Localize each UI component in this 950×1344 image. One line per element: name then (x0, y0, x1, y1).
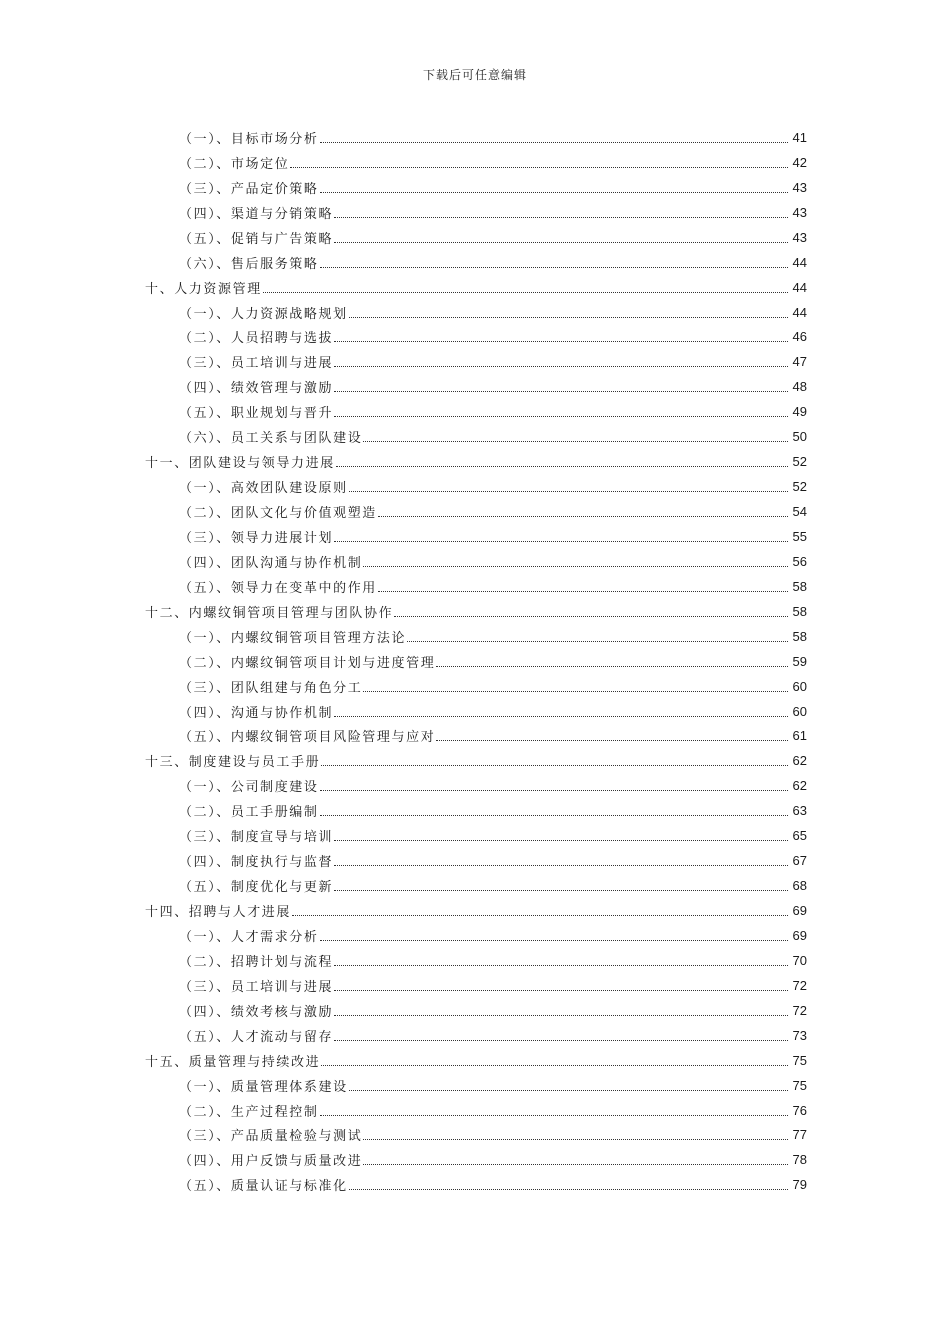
toc-dot-leader (263, 292, 788, 293)
toc-page-number: 54 (792, 504, 807, 520)
toc-dot-leader (334, 391, 788, 392)
toc-dot-leader (334, 865, 788, 866)
toc-section-entry[interactable] (0, 225, 950, 250)
toc-section-entry[interactable] (0, 1172, 950, 1197)
toc-dot-leader (320, 142, 788, 143)
toc-entry-title: （六）、员工关系与团队建设 (179, 431, 363, 447)
toc-page-number: 65 (792, 828, 807, 844)
toc-page-number: 41 (792, 129, 807, 145)
toc-page-number: 58 (792, 578, 807, 594)
toc-section-entry[interactable] (0, 1073, 950, 1098)
toc-dot-leader (363, 1164, 788, 1165)
toc-page-number: 44 (792, 279, 807, 295)
toc-entry-title: （三）、员工培训与进展 (179, 979, 334, 995)
toc-chapter-entry[interactable] (0, 898, 950, 923)
toc-entry-title: （五）、职业规划与晋升 (179, 406, 334, 422)
toc-dot-leader (290, 167, 788, 168)
toc-entry-title: （五）、促销与广告策略 (179, 231, 334, 247)
toc-page-number: 43 (792, 229, 807, 245)
toc-page-number: 52 (792, 479, 807, 495)
toc-section-entry[interactable] (0, 1023, 950, 1048)
toc-section-entry[interactable] (0, 499, 950, 524)
toc-dot-leader (349, 1189, 788, 1190)
toc-page-number: 56 (792, 553, 807, 569)
toc-dot-leader (321, 1065, 788, 1066)
toc-section-entry[interactable] (0, 649, 950, 674)
toc-section-entry[interactable] (0, 624, 950, 649)
toc-page-number: 44 (792, 254, 807, 270)
toc-chapter-entry[interactable] (0, 1048, 950, 1073)
toc-page-number: 60 (792, 678, 807, 694)
toc-page-number: 73 (792, 1027, 807, 1043)
toc-section-entry[interactable] (0, 724, 950, 749)
toc-page-number: 55 (792, 528, 807, 544)
toc-chapter-entry[interactable] (0, 599, 950, 624)
toc-entry-title: （四）、用户反馈与质量改进 (179, 1154, 363, 1170)
toc-section-entry[interactable] (0, 325, 950, 350)
toc-dot-leader (334, 416, 788, 417)
toc-entry-title: （一）、目标市场分析 (179, 131, 319, 147)
toc-entry-title: （二）、员工手册编制 (179, 805, 319, 821)
toc-entry-title: （二）、生产过程控制 (179, 1104, 319, 1120)
toc-page-number: 72 (792, 1002, 807, 1018)
toc-section-entry[interactable] (0, 399, 950, 424)
toc-entry-title: （二）、招聘计划与流程 (179, 954, 334, 970)
toc-page-number: 63 (792, 803, 807, 819)
toc-entry-title: （五）、内螺纹铜管项目风险管理与应对 (179, 730, 436, 746)
toc-section-entry[interactable] (0, 574, 950, 599)
toc-page-number: 58 (792, 603, 807, 619)
toc-section-entry[interactable] (0, 998, 950, 1023)
toc-section-entry[interactable] (0, 773, 950, 798)
toc-dot-leader (334, 990, 788, 991)
toc-section-entry[interactable] (0, 524, 950, 549)
toc-entry-title: 十四、招聘与人才进展 (145, 905, 292, 921)
toc-dot-leader (334, 1040, 788, 1041)
toc-dot-leader (363, 1139, 788, 1140)
toc-section-entry[interactable] (0, 200, 950, 225)
toc-section-entry[interactable] (0, 549, 950, 574)
toc-dot-leader (363, 691, 788, 692)
toc-page-number: 72 (792, 977, 807, 993)
toc-section-entry[interactable] (0, 349, 950, 374)
toc-entry-title: （五）、制度优化与更新 (179, 880, 334, 896)
toc-dot-leader (334, 341, 788, 342)
toc-dot-leader (436, 740, 788, 741)
toc-page-number: 49 (792, 404, 807, 420)
toc-dot-leader (378, 516, 788, 517)
toc-entry-title: （四）、渠道与分销策略 (179, 206, 334, 222)
toc-section-entry[interactable] (0, 948, 950, 973)
toc-dot-leader (349, 1090, 788, 1091)
toc-section-entry[interactable] (0, 674, 950, 699)
toc-entry-title: （四）、绩效考核与激励 (179, 1004, 334, 1020)
toc-page-number: 58 (792, 628, 807, 644)
toc-dot-leader (292, 915, 788, 916)
toc-dot-leader (334, 890, 788, 891)
toc-entry-title: （二）、团队文化与价值观塑造 (179, 506, 377, 522)
toc-page-number: 79 (792, 1177, 807, 1193)
toc-dot-leader (334, 965, 788, 966)
table-of-contents (0, 125, 950, 1197)
toc-section-entry[interactable] (0, 150, 950, 175)
toc-section-entry[interactable] (0, 798, 950, 823)
toc-dot-leader (363, 441, 788, 442)
toc-page-number: 68 (792, 878, 807, 894)
toc-dot-leader (320, 790, 788, 791)
toc-page-number: 43 (792, 204, 807, 220)
toc-page-number: 44 (792, 304, 807, 320)
toc-page-number: 77 (792, 1127, 807, 1143)
toc-entry-title: （四）、沟通与协作机制 (179, 705, 334, 721)
toc-chapter-entry[interactable] (0, 449, 950, 474)
toc-page-number: 59 (792, 653, 807, 669)
toc-section-entry[interactable] (0, 474, 950, 499)
toc-page-number: 60 (792, 703, 807, 719)
toc-entry-title: 十五、质量管理与持续改进 (145, 1054, 321, 1070)
toc-section-entry[interactable] (0, 873, 950, 898)
toc-page-number: 78 (792, 1152, 807, 1168)
toc-dot-leader (394, 616, 788, 617)
toc-dot-leader (334, 366, 788, 367)
toc-entry-title: 十三、制度建设与员工手册 (145, 755, 321, 771)
toc-section-entry[interactable] (0, 823, 950, 848)
toc-entry-title: （二）、市场定位 (179, 156, 290, 172)
toc-section-entry[interactable] (0, 300, 950, 325)
toc-chapter-entry[interactable] (0, 275, 950, 300)
toc-chapter-entry[interactable] (0, 748, 950, 773)
toc-section-entry[interactable] (0, 374, 950, 399)
toc-entry-title: （四）、制度执行与监督 (179, 855, 334, 871)
toc-dot-leader (334, 840, 788, 841)
toc-section-entry[interactable] (0, 175, 950, 200)
toc-dot-leader (349, 317, 788, 318)
page-header: 下载后可任意编辑 (422, 68, 527, 82)
toc-entry-title: （一）、内螺纹铜管项目管理方法论 (179, 630, 407, 646)
toc-entry-title: 十一、团队建设与领导力进展 (145, 456, 335, 472)
toc-dot-leader (334, 217, 788, 218)
toc-page-number: 62 (792, 778, 807, 794)
toc-entry-title: （一）、高效团队建设原则 (179, 481, 348, 497)
toc-section-entry[interactable] (0, 1147, 950, 1172)
toc-entry-title: （一）、公司制度建设 (179, 780, 319, 796)
toc-entry-title: 十、人力资源管理 (145, 281, 262, 297)
toc-entry-title: （三）、制度宣导与培训 (179, 830, 334, 846)
toc-dot-leader (378, 591, 788, 592)
toc-page-number: 69 (792, 927, 807, 943)
toc-dot-leader (334, 716, 788, 717)
toc-page-number: 47 (792, 354, 807, 370)
toc-dot-leader (320, 192, 788, 193)
toc-entry-title: 十二、内螺纹铜管项目管理与团队协作 (145, 605, 394, 621)
toc-entry-title: （三）、团队组建与角色分工 (179, 680, 363, 696)
toc-entry-title: （一）、人才需求分析 (179, 929, 319, 945)
toc-page-number: 67 (792, 853, 807, 869)
toc-entry-title: （五）、人才流动与留存 (179, 1029, 334, 1045)
toc-dot-leader (334, 541, 788, 542)
toc-section-entry[interactable] (0, 424, 950, 449)
toc-dot-leader (321, 765, 788, 766)
toc-entry-title: （二）、人员招聘与选拔 (179, 331, 334, 347)
toc-entry-title: （三）、产品质量检验与测试 (179, 1129, 363, 1145)
toc-dot-leader (320, 940, 788, 941)
toc-page-number: 42 (792, 154, 807, 170)
toc-page-number: 61 (792, 728, 807, 744)
toc-entry-title: （三）、产品定价策略 (179, 181, 319, 197)
toc-entry-title: （一）、人力资源战略规划 (179, 306, 348, 322)
toc-dot-leader (349, 491, 788, 492)
toc-page-number: 62 (792, 753, 807, 769)
toc-dot-leader (336, 466, 788, 467)
toc-section-entry[interactable] (0, 973, 950, 998)
toc-section-entry[interactable] (0, 1123, 950, 1148)
toc-page-number: 48 (792, 379, 807, 395)
toc-section-entry[interactable] (0, 699, 950, 724)
toc-dot-leader (363, 566, 788, 567)
toc-entry-title: （五）、质量认证与标准化 (179, 1179, 348, 1195)
toc-page-number: 69 (792, 903, 807, 919)
toc-entry-title: （二）、内螺纹铜管项目计划与进度管理 (179, 655, 436, 671)
toc-page-number: 75 (792, 1052, 807, 1068)
toc-page-number: 50 (792, 429, 807, 445)
toc-section-entry[interactable] (0, 125, 950, 150)
toc-dot-leader (320, 1115, 788, 1116)
toc-dot-leader (407, 641, 788, 642)
toc-entry-title: （六）、售后服务策略 (179, 256, 319, 272)
toc-entry-title: （三）、领导力进展计划 (179, 530, 334, 546)
toc-entry-title: （四）、团队沟通与协作机制 (179, 555, 363, 571)
toc-section-entry[interactable] (0, 250, 950, 275)
toc-dot-leader (436, 666, 788, 667)
toc-section-entry[interactable] (0, 1098, 950, 1123)
toc-dot-leader (334, 242, 788, 243)
toc-entry-title: （四）、绩效管理与激励 (179, 381, 334, 397)
toc-page-number: 46 (792, 329, 807, 345)
toc-dot-leader (334, 1015, 788, 1016)
toc-entry-title: （五）、领导力在变革中的作用 (179, 580, 377, 596)
toc-page-number: 43 (792, 179, 807, 195)
toc-page-number: 75 (792, 1077, 807, 1093)
toc-page-number: 52 (792, 454, 807, 470)
toc-dot-leader (320, 815, 788, 816)
toc-section-entry[interactable] (0, 923, 950, 948)
toc-dot-leader (320, 267, 788, 268)
toc-entry-title: （一）、质量管理体系建设 (179, 1079, 348, 1095)
toc-section-entry[interactable] (0, 848, 950, 873)
toc-page-number: 70 (792, 952, 807, 968)
toc-page-number: 76 (792, 1102, 807, 1118)
toc-entry-title: （三）、员工培训与进展 (179, 356, 334, 372)
